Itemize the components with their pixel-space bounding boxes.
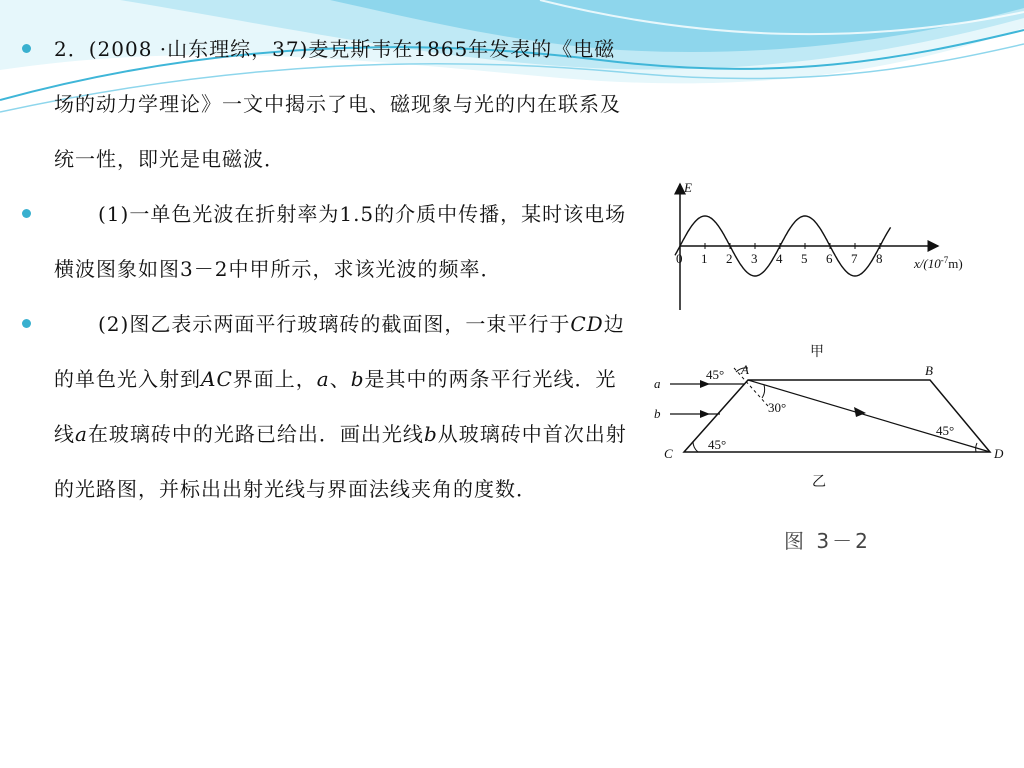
ray-a-label: a <box>654 376 661 391</box>
part-1-label: (1) <box>98 202 130 226</box>
ray-b: b <box>350 367 365 391</box>
x-tick-label: 4 <box>776 251 783 266</box>
angle-arc-refraction <box>762 385 765 398</box>
x-tick-label: 0 <box>676 251 683 266</box>
ray-b-incident-arrow <box>700 410 710 418</box>
ray-b-label: b <box>654 406 661 421</box>
part-1-text: 一单色光波在折射率为1.5的介质中传播，某时该电场横波图象如图3－2中甲所示，求该光波的频率． <box>54 202 627 281</box>
question-source: (2008 ·山东理综，37) <box>88 37 309 61</box>
part-2-text: 边的单色光入射到 <box>54 312 625 391</box>
ray-a: a <box>75 422 88 446</box>
angle-label-d: 45° <box>936 423 955 438</box>
figure-caption: 图 3－2 <box>784 529 871 553</box>
x-tick-label: 5 <box>801 251 808 266</box>
figure-3-2 <box>640 170 1024 570</box>
paragraph-part-1 <box>18 187 628 297</box>
point-d: D <box>994 446 1004 461</box>
x-tick-label: 8 <box>876 251 883 266</box>
ray-a-refracted <box>748 380 990 452</box>
x-axis-label-main: x/(10 <box>914 256 941 271</box>
paragraph-intro <box>18 22 628 187</box>
x-axis-unit: m) <box>948 256 963 271</box>
x-tick-label: 1 <box>701 251 708 266</box>
graph-caption: 甲 <box>810 344 824 360</box>
point-b: B <box>925 363 933 378</box>
part-2-text: 是其中的两条平行光线．光线 <box>54 367 617 446</box>
x-axis-exponent: -7 <box>940 255 949 265</box>
x-axis-label <box>913 255 963 271</box>
paragraph-part-2 <box>18 297 628 517</box>
x-tick-label: 2 <box>726 251 733 266</box>
wave-graph <box>675 180 963 310</box>
x-tick-label: 6 <box>826 251 833 266</box>
angle-arc-c <box>693 441 698 452</box>
x-tick-label: 3 <box>751 251 758 266</box>
e-axis-label: E <box>684 180 692 195</box>
angle-label-incident: 45° <box>706 367 725 382</box>
glass-brick-diagram <box>654 362 1004 461</box>
angle-label-c: 45° <box>708 437 727 452</box>
glass-brick-outline <box>684 380 990 452</box>
part-2-label: (2) <box>98 312 130 336</box>
angle-label-refraction: 30° <box>768 400 787 415</box>
bullet-dot <box>22 209 31 218</box>
part-2-text: 图乙表示两面平行玻璃砖的截面图，一束平行于 <box>129 312 571 336</box>
ray-a-arrow <box>854 407 866 417</box>
normal-at-a <box>734 368 768 406</box>
prism-caption: 乙 <box>812 474 826 490</box>
ray-a: a <box>316 367 330 391</box>
part-2-text: 在玻璃砖中的光路已给出．画出光线 <box>87 422 424 446</box>
bullet-dot <box>22 319 31 328</box>
question-text <box>18 22 628 517</box>
x-tick-label: 7 <box>851 251 858 266</box>
ray-b: b <box>423 422 438 446</box>
point-a: A <box>741 362 749 377</box>
intro-text: 麦克斯韦在1865年发表的《电磁场的动力学理论》一文中揭示了电、磁现象与光的内在联系及统一性，即光是电磁波． <box>54 37 621 171</box>
part-2-text: 、 <box>329 367 351 391</box>
question-number: 2． <box>54 37 89 61</box>
edge-ac: AC <box>201 367 233 391</box>
figure-svg <box>640 170 1024 570</box>
part-2-text: 从玻璃砖中首次出射的光路图，并标出出射光线与界面法线夹角的度数． <box>54 422 627 501</box>
bullet-dot <box>22 44 31 53</box>
edge-cd: CD <box>570 312 604 336</box>
point-c: C <box>664 446 673 461</box>
part-2-text: 界面上， <box>232 367 317 391</box>
